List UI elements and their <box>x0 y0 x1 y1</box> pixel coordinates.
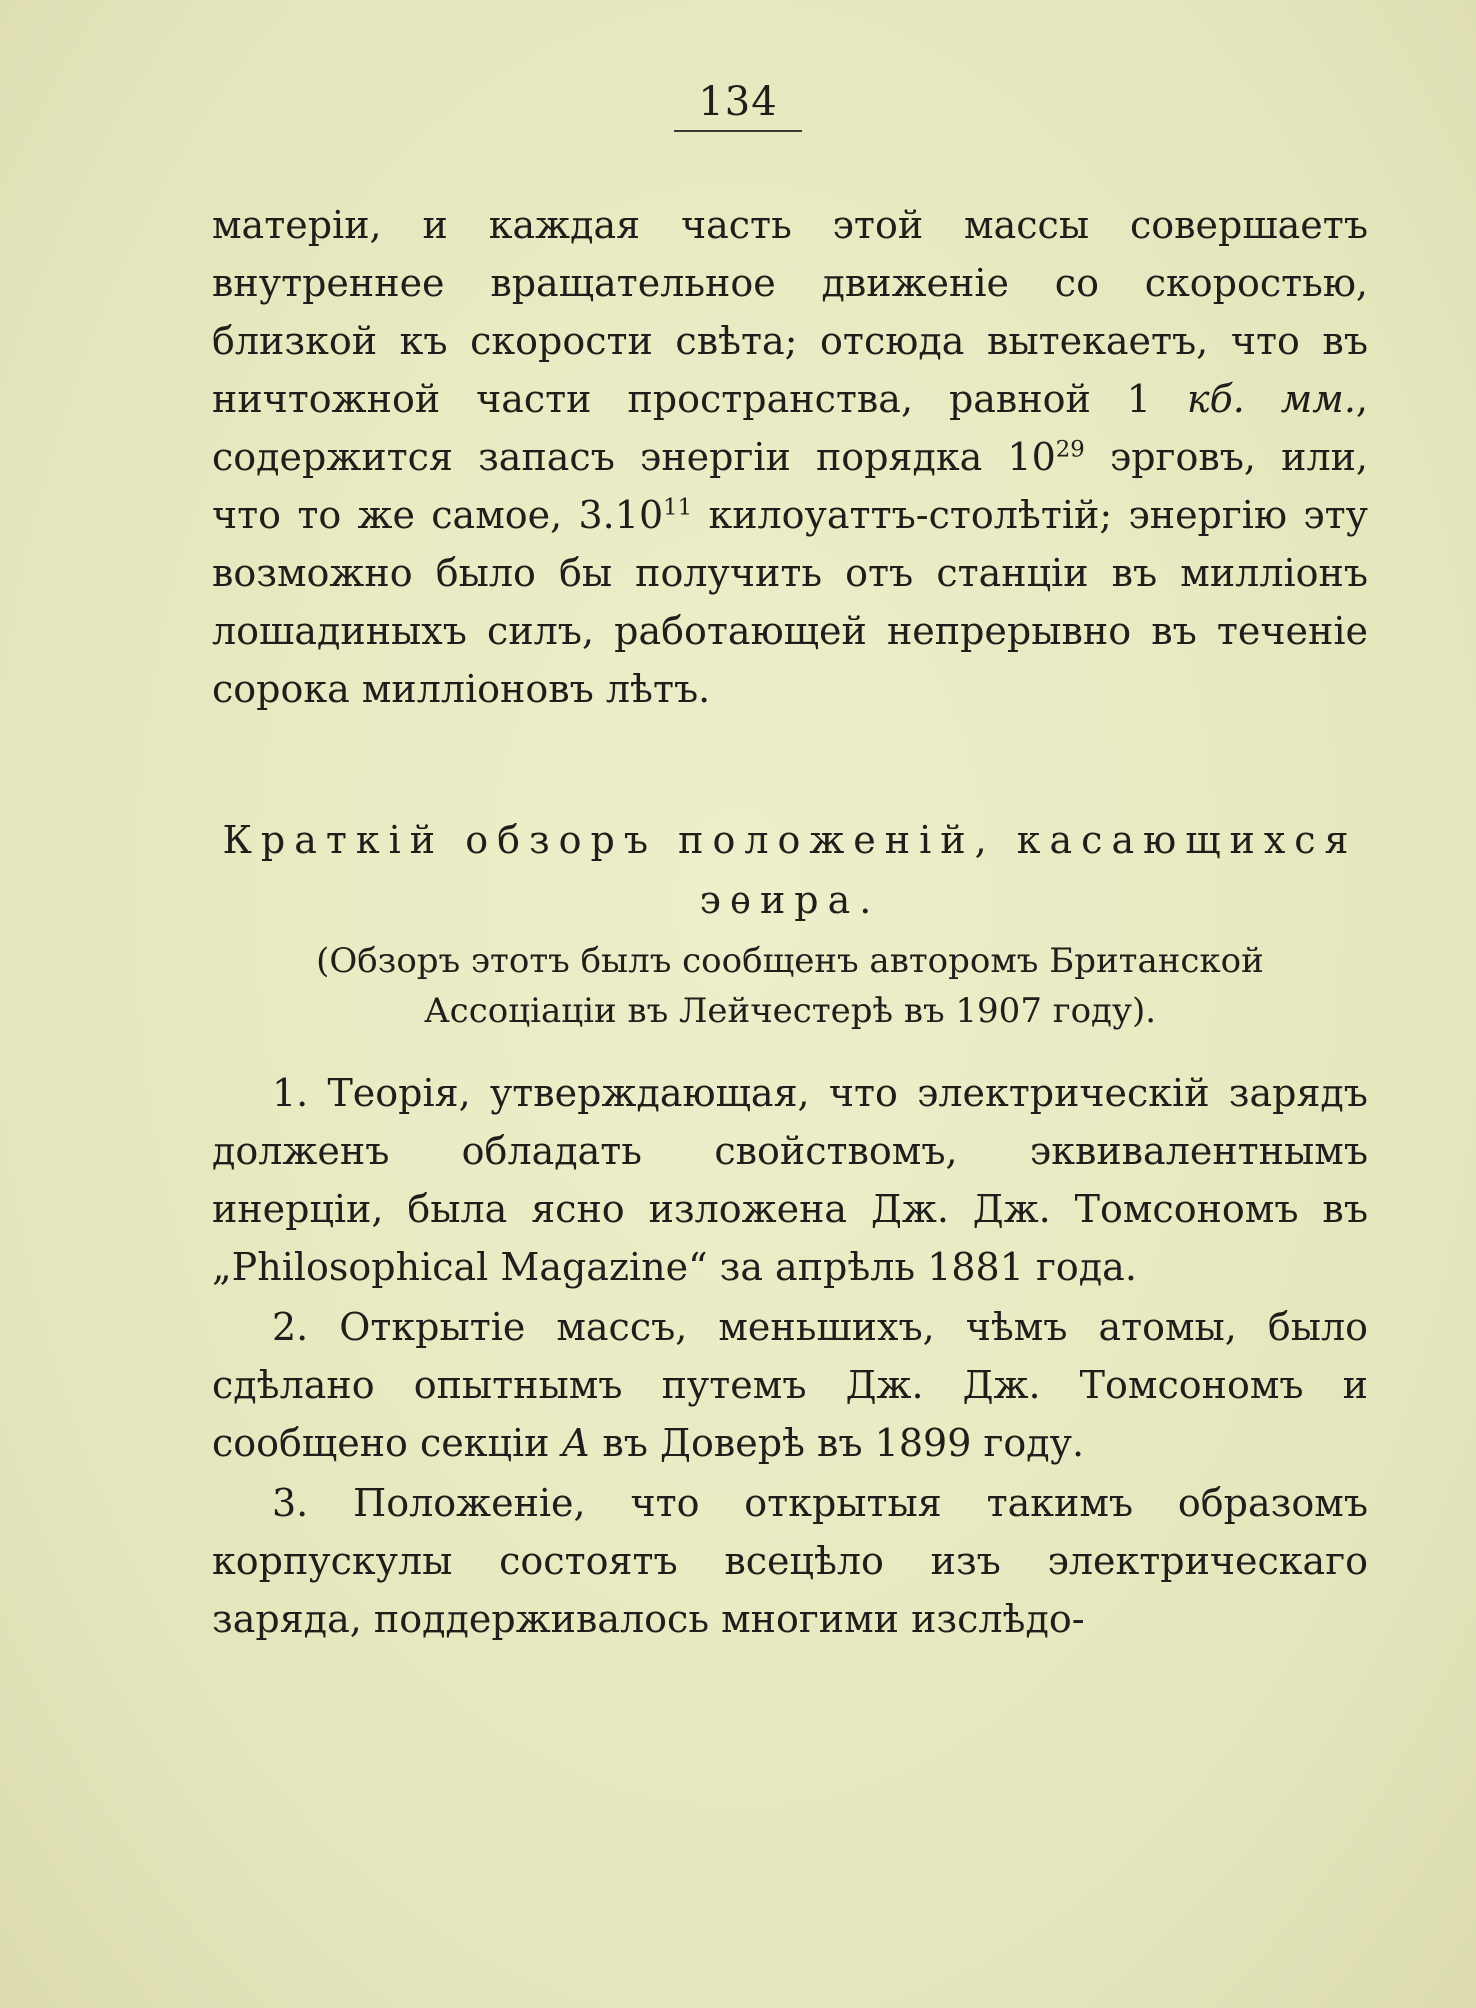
paragraph-text-part: , содержится запасъ энергіи порядка 10 <box>212 377 1368 479</box>
section-heading: Краткій обзоръ положеній, касающихся эѳира. <box>222 818 1358 922</box>
unit-text: кб. мм. <box>1186 377 1356 421</box>
paragraph-text-part: килоуаттъ-столѣтій; энергію эту возможно было бы получить отъ станціи въ милліонъ лошадиныхъ силъ, работающей непрерывно въ теченіе сорока милліоновъ лѣтъ. <box>212 493 1368 711</box>
section-subheading: (Обзоръ этотъ былъ сообщенъ авторомъ Британской Ассоціаціи въ Лейчестерѣ въ 1907 году). <box>316 941 1264 1031</box>
continued-paragraph <box>212 196 1368 718</box>
page-number: 134 <box>698 79 778 125</box>
exponent: 29 <box>1055 436 1085 463</box>
item-text-part: въ Доверѣ въ 1899 году. <box>590 1421 1085 1465</box>
list-item: 1. Теорія, утверждающая, что электрическій зарядъ долженъ обладать свойствомъ, эквивалентнымъ инерціи, была ясно изложена Дж. Дж. Томсономъ въ „Philosophical Magazine“ за апрѣль 1881 года. <box>212 1071 1368 1289</box>
list-item: 3. Положеніе, что открытыя такимъ образомъ корпускулы состоятъ всецѣло изъ электрическаго заряда, поддерживалось многими изслѣдо- <box>212 1481 1368 1641</box>
exponent: 11 <box>663 494 693 521</box>
paragraph-text-part: матеріи, и каждая часть этой массы совершаетъ внутреннее вращательное движеніе со скоростью, близкой къ скорости свѣта; отсюда вытекаетъ, что въ ничтожной части пространства, равной 1 <box>212 203 1368 421</box>
page-number-rule <box>674 130 802 132</box>
numbered-items <box>212 1064 1368 1650</box>
item-text-part: 2. Открытіе массъ, меньшихъ, чѣмъ атомы, было сдѣлано опытнымъ путемъ Дж. Дж. Томсономъ и сообщено секціи <box>212 1305 1368 1465</box>
paragraph-text-part: эрговъ, или, что то же самое, 3.10 <box>212 435 1369 537</box>
continued-paragraph-block <box>212 196 1368 718</box>
list-item <box>212 1298 1368 1472</box>
section-letter: А <box>561 1421 591 1465</box>
